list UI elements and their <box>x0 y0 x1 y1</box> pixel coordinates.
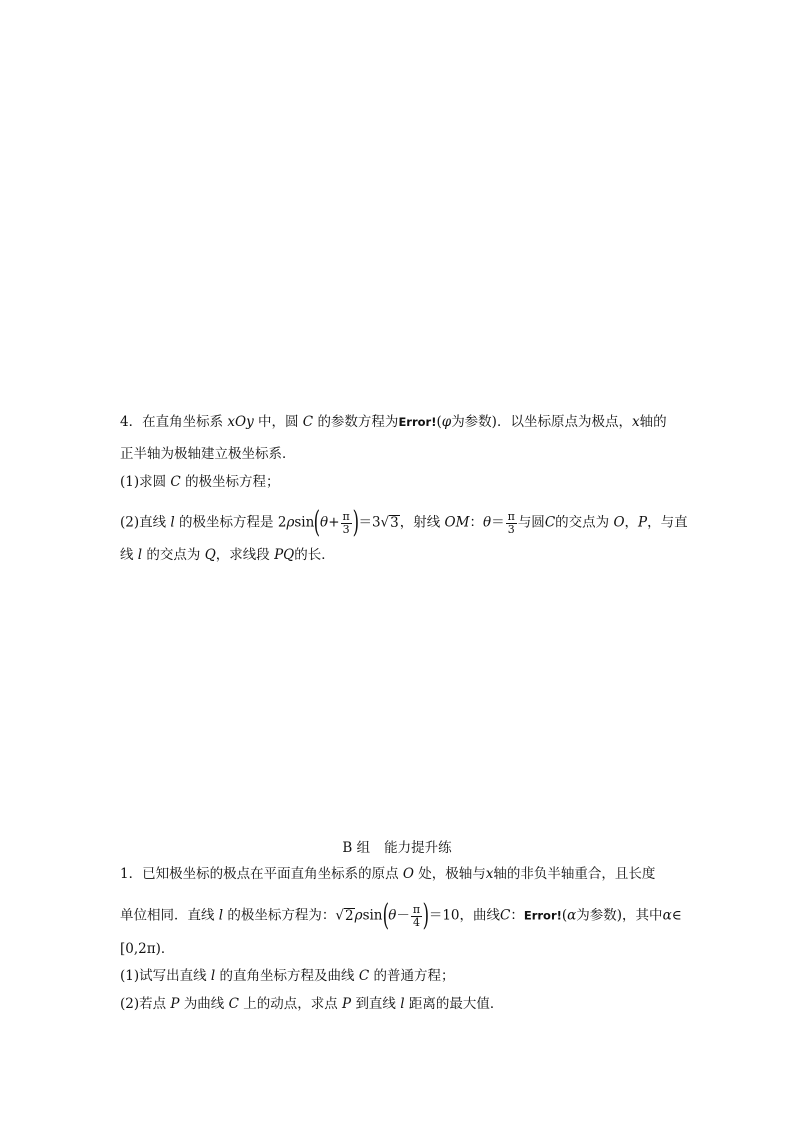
text: 轴的 <box>639 414 667 430</box>
text: ( <box>436 414 442 430</box>
problem4-line1 <box>120 412 667 432</box>
text: 为参数)．以坐标原点为极点， <box>451 414 632 430</box>
text: 的极坐标方程； <box>185 474 280 490</box>
left-paren: ( <box>313 505 321 540</box>
var-x: x <box>631 414 640 430</box>
var-l: l <box>218 907 224 924</box>
text: ，与直 <box>647 514 688 531</box>
text: 的长． <box>294 547 335 563</box>
problem4-part2 <box>120 505 688 540</box>
var-rho: ρ <box>286 514 295 531</box>
var-theta: θ <box>320 514 329 531</box>
sqrt-sign: √ <box>380 514 390 531</box>
text: 距离的最大值． <box>408 996 504 1012</box>
problem1-line1 <box>120 864 655 884</box>
var-xoy: xOy <box>227 414 254 430</box>
text: 的交点为 <box>555 514 610 531</box>
var-c: C <box>358 968 370 984</box>
text: ： <box>510 907 524 924</box>
text: + <box>328 514 340 531</box>
fraction-pi-3 <box>506 511 517 536</box>
section-title: 能力提升练 <box>384 840 452 856</box>
var-om: OM <box>444 514 470 531</box>
text: 的交点为 <box>146 547 201 563</box>
var-p: P <box>638 514 648 531</box>
var-l: l <box>400 996 405 1012</box>
var-l: l <box>210 968 216 984</box>
text: (2)若点 <box>120 996 167 1012</box>
error-label: Error! <box>398 415 437 429</box>
numerator: π <box>342 509 350 523</box>
text: sin <box>362 907 383 924</box>
text: 的普通方程； <box>373 968 455 984</box>
text: － <box>396 907 410 924</box>
text: 处，极轴与 <box>418 866 486 882</box>
text: (1)求圆 <box>120 474 167 490</box>
var-l: l <box>137 547 143 563</box>
text: 的极坐标方程是 2 <box>179 514 287 531</box>
var-alpha: α <box>662 907 672 924</box>
problem1-part1 <box>120 966 454 986</box>
problem1-line3: [0,2π)． <box>120 941 175 957</box>
text: ： <box>469 514 483 531</box>
sqrt-radicand: 2 <box>345 907 354 924</box>
var-p: P <box>170 996 180 1012</box>
var-c: C <box>170 474 181 490</box>
problem4-line2: 正半轴为极轴建立极坐标系． <box>120 446 296 462</box>
text: 上的动点，求点 <box>243 996 338 1012</box>
text: ＝ <box>491 514 505 531</box>
var-x: x <box>485 866 494 882</box>
var-c: C <box>302 414 314 430</box>
denominator: 3 <box>507 522 515 536</box>
text: (1)试写出直线 <box>120 968 207 984</box>
text: ＝3 <box>358 514 381 531</box>
numerator: π <box>507 509 515 523</box>
problem-number: 1． <box>120 866 143 882</box>
left-paren: ( <box>382 898 389 933</box>
fraction-pi-4 <box>411 904 422 929</box>
problem1-line2 <box>120 898 682 933</box>
text: 轴的非负半轴重合，且长度 <box>493 866 656 882</box>
text: ，射线 <box>399 514 441 531</box>
text: 为曲线 <box>183 996 225 1012</box>
text: 为参数)，其中 <box>576 907 663 924</box>
text: ， <box>624 514 639 531</box>
var-o: O <box>402 866 414 882</box>
text: 的直角坐标方程及曲线 <box>219 968 355 984</box>
text: 到直线 <box>355 996 396 1012</box>
problem-number: 4． <box>120 414 143 430</box>
right-paren: ) <box>422 898 430 933</box>
var-o: O <box>613 514 625 531</box>
text: 在直角坐标系 <box>142 414 224 430</box>
problem1-part2 <box>120 994 503 1014</box>
var-rho: ρ <box>354 907 363 924</box>
text: 线 <box>120 547 134 563</box>
problem4-line5 <box>120 545 335 565</box>
text: 已知极坐标的极点在平面直角坐标系的原点 <box>142 866 399 882</box>
var-theta: θ <box>482 514 492 531</box>
section-heading <box>0 836 794 856</box>
denominator: 3 <box>342 522 350 536</box>
var-c: C <box>500 907 511 924</box>
text: 的极坐标方程为： <box>227 907 336 924</box>
var-c: C <box>228 996 239 1012</box>
var-theta: θ <box>388 907 397 924</box>
var-phi: φ <box>441 414 452 430</box>
var-l: l <box>170 514 175 531</box>
numerator: π <box>412 902 421 916</box>
var-alpha: α <box>567 907 577 924</box>
sqrt-sign: √ <box>335 907 345 924</box>
var-q: Q <box>204 547 216 563</box>
text: 与圆 <box>517 514 545 531</box>
text: (2)直线 <box>120 514 167 531</box>
text: 单位相同．直线 <box>120 907 215 924</box>
right-paren: ) <box>352 505 359 540</box>
sqrt-radicand: 3 <box>390 514 399 531</box>
fraction-pi-3 <box>341 511 352 536</box>
problem4-part1 <box>120 472 280 492</box>
text: 中，圆 <box>258 414 299 430</box>
var-c: C <box>544 514 556 531</box>
var-pq: PQ <box>274 547 295 563</box>
section-group-label: B 组 <box>342 840 371 856</box>
text: ，求线段 <box>215 547 270 563</box>
denominator: 4 <box>412 915 420 929</box>
text: ( <box>561 907 568 924</box>
text: ＝10，曲线 <box>428 907 501 924</box>
text: sin <box>294 514 315 531</box>
error-label: Error! <box>523 908 562 923</box>
text: 的参数方程为 <box>317 414 399 430</box>
text: ∈ <box>671 907 682 924</box>
var-p: P <box>342 996 352 1012</box>
